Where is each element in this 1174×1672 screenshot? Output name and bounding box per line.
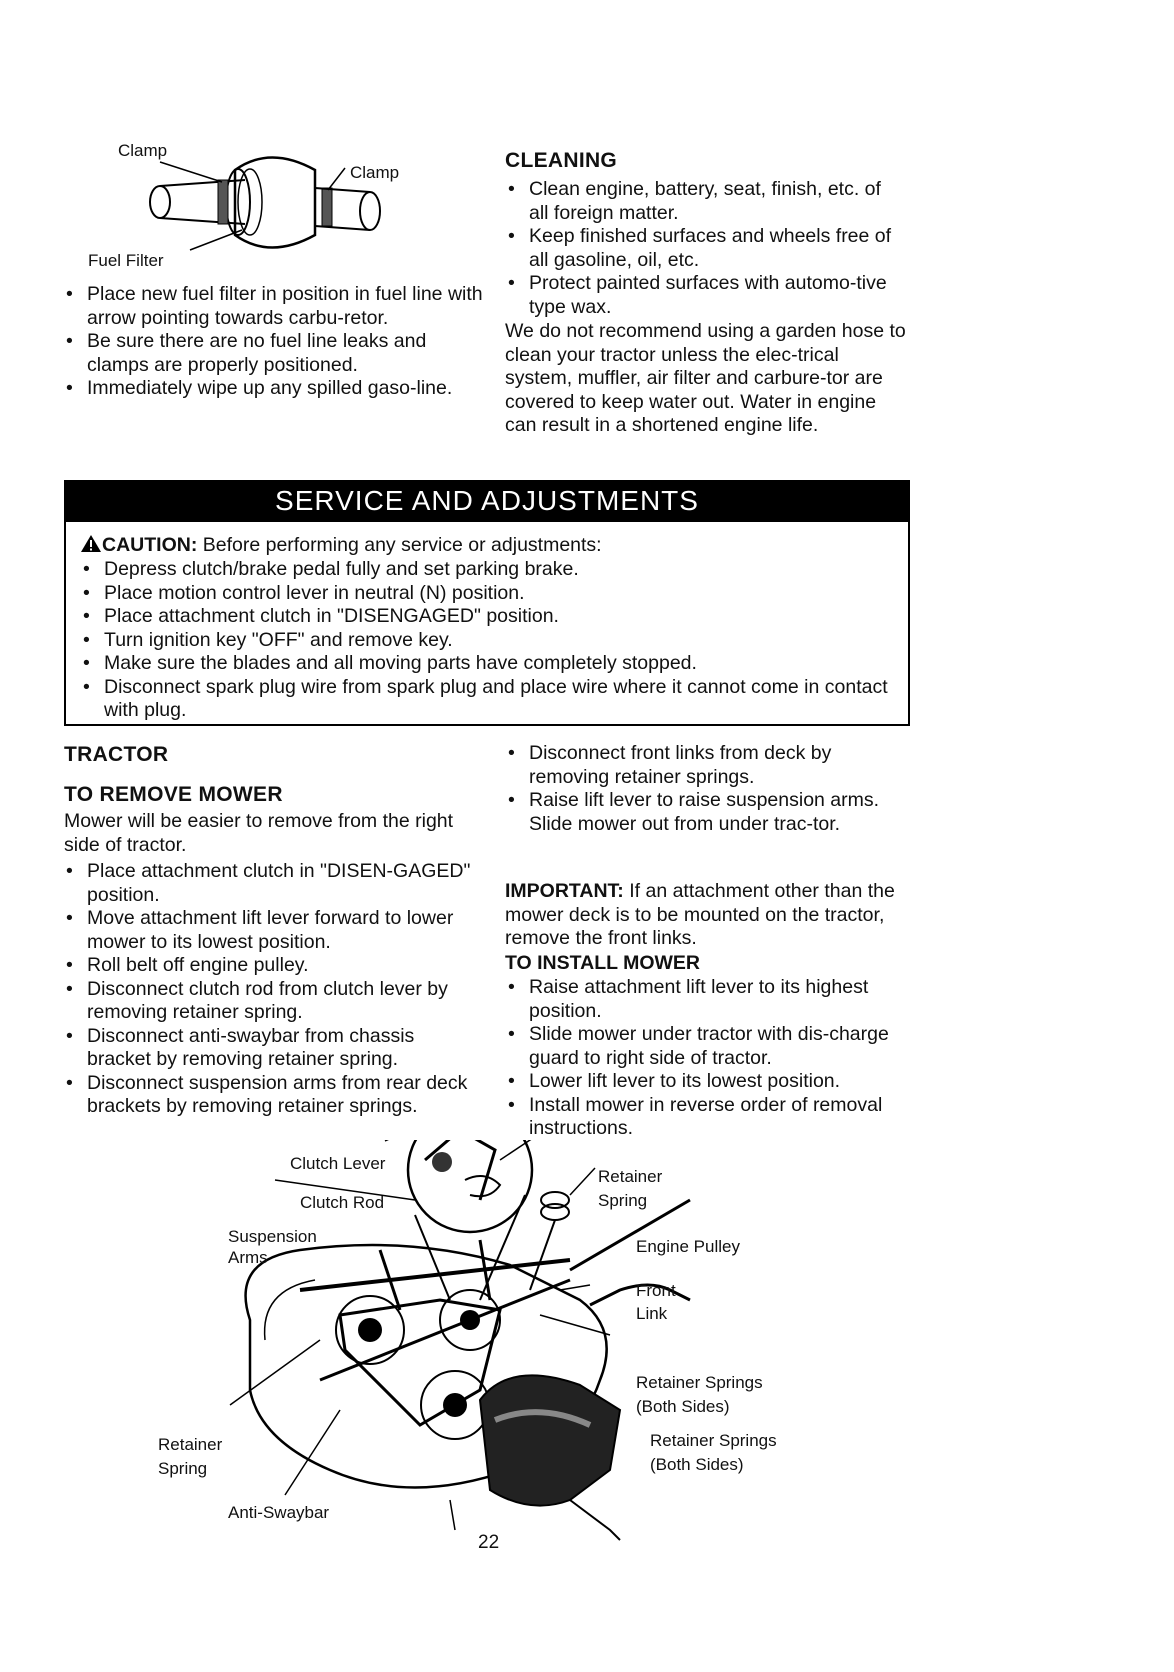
caution-header — [80, 534, 602, 560]
list-item: • Make sure the blades and all moving parts have completely stopped. — [80, 652, 900, 676]
list-item: • Place attachment clutch in "DISEN-GAGED" position. — [63, 860, 473, 907]
remove-mower-steps-continued — [505, 742, 910, 836]
list-item: • Place new fuel filter in position in fuel line with arrow pointing towards carbu-retor. — [63, 283, 483, 330]
install-mower-heading: TO INSTALL MOWER — [505, 952, 700, 974]
list-item: • Disconnect anti-swaybar from chassis bracket by removing retainer spring. — [63, 1025, 473, 1072]
retainer-springs-b-label-2: (Both Sides) — [650, 1455, 744, 1474]
suspension-arms-label-1: Suspension — [228, 1227, 317, 1246]
list-item: • Turn ignition key "OFF" and remove key. — [80, 629, 900, 653]
list-item: • Roll belt off engine pulley. — [63, 954, 473, 978]
front-link-label-2: Link — [636, 1304, 668, 1323]
list-item: • Immediately wipe up any spilled gaso-line. — [63, 377, 483, 401]
list-item: • Be sure there are no fuel line leaks and clamps are properly positioned. — [63, 330, 483, 377]
mower-deck-illustration — [150, 1140, 800, 1560]
remove-mower-intro: Mower will be easier to remove from the right side of tractor. — [64, 810, 454, 856]
service-banner: SERVICE AND ADJUSTMENTS — [64, 480, 910, 522]
clamp-label-left: Clamp — [118, 141, 168, 160]
important-label: IMPORTANT: — [505, 880, 624, 902]
engine-pulley-label: Engine Pulley — [636, 1237, 740, 1256]
list-item: • Disconnect suspension arms from rear deck brackets by removing retainer springs. — [63, 1072, 473, 1119]
important-note — [505, 880, 910, 951]
cleaning-list — [505, 178, 905, 319]
list-item: • Place motion control lever in neutral (N) position. — [80, 582, 900, 606]
tractor-heading: TRACTOR — [64, 743, 169, 766]
list-item: • Raise lift lever to raise suspension arms. Slide mower out from under trac-tor. — [505, 789, 910, 836]
list-item: • Depress clutch/brake pedal fully and set parking brake. — [80, 558, 900, 582]
list-item: • Disconnect clutch rod from clutch lever by removing retainer spring. — [63, 978, 473, 1025]
list-item: • Install mower in reverse order of removal instructions. — [505, 1094, 910, 1141]
list-item: • Disconnect spark plug wire from spark plug and place wire where it cannot come in contact with plug. — [80, 676, 900, 723]
front-link-label-1: Front — [636, 1281, 676, 1300]
fuel-filter-steps — [63, 283, 483, 401]
list-item: • Protect painted surfaces with automo-tive type wax. — [505, 272, 905, 319]
list-item: • Clean engine, battery, seat, finish, etc. of all foreign matter. — [505, 178, 905, 225]
anti-swaybar-label: Anti-Swaybar — [228, 1503, 330, 1522]
cleaning-heading: CLEANING — [505, 149, 618, 172]
clutch-rod-label: Clutch Rod — [300, 1193, 385, 1212]
retainer-spring-left-label-2: Spring — [158, 1459, 208, 1478]
list-item: • Place attachment clutch in "DISENGAGED" position. — [80, 605, 900, 629]
retainer-springs-a-label-2: (Both Sides) — [636, 1397, 730, 1416]
remove-mower-heading: TO REMOVE MOWER — [64, 783, 283, 806]
caution-label: CAUTION: — [102, 534, 198, 556]
list-item: • Raise attachment lift lever to its highest position. — [505, 976, 910, 1023]
remove-mower-steps — [63, 860, 473, 1119]
caution-box — [64, 522, 910, 726]
list-item: • Move attachment lift lever forward to lower mower to its lowest position. — [63, 907, 473, 954]
retainer-spring-left-label-1: Retainer — [158, 1435, 223, 1454]
retainer-springs-b-label-1: Retainer Springs — [650, 1431, 777, 1450]
fuel-filter-label: Fuel Filter — [88, 251, 164, 270]
clamp-label-right: Clamp — [350, 163, 400, 182]
retainer-spring-top-label-2: Spring — [598, 1191, 648, 1210]
retainer-springs-a-label-1: Retainer Springs — [636, 1373, 763, 1392]
clutch-lever-label: Clutch Lever — [290, 1154, 386, 1173]
install-mower-steps — [505, 976, 910, 1141]
list-item: • Slide mower under tractor with dis-charge guard to right side of tractor. — [505, 1023, 910, 1070]
important-text: If an attachment other than the mower deck is to be mounted on the tractor, remove the front links. — [505, 880, 895, 949]
caution-list — [80, 558, 900, 723]
caution-intro: Before performing any service or adjustments: — [202, 534, 602, 556]
suspension-arms-label-2: Arms — [228, 1248, 268, 1267]
retainer-spring-top-label-1: Retainer — [598, 1167, 663, 1186]
page-number: 22 — [478, 1532, 500, 1553]
list-item: • Disconnect front links from deck by removing retainer springs. — [505, 742, 910, 789]
list-item: • Keep finished surfaces and wheels free of all gasoline, oil, etc. — [505, 225, 905, 272]
cleaning-paragraph: We do not recommend using a garden hose to clean your tractor unless the elec-trical system, muffler, air filter and carbure-tor are covered to keep water out. Water in engine can result in a shortened engine life. — [505, 320, 906, 436]
warning-triangle-icon — [80, 534, 102, 560]
list-item: • Lower lift lever to its lowest position. — [505, 1070, 910, 1094]
